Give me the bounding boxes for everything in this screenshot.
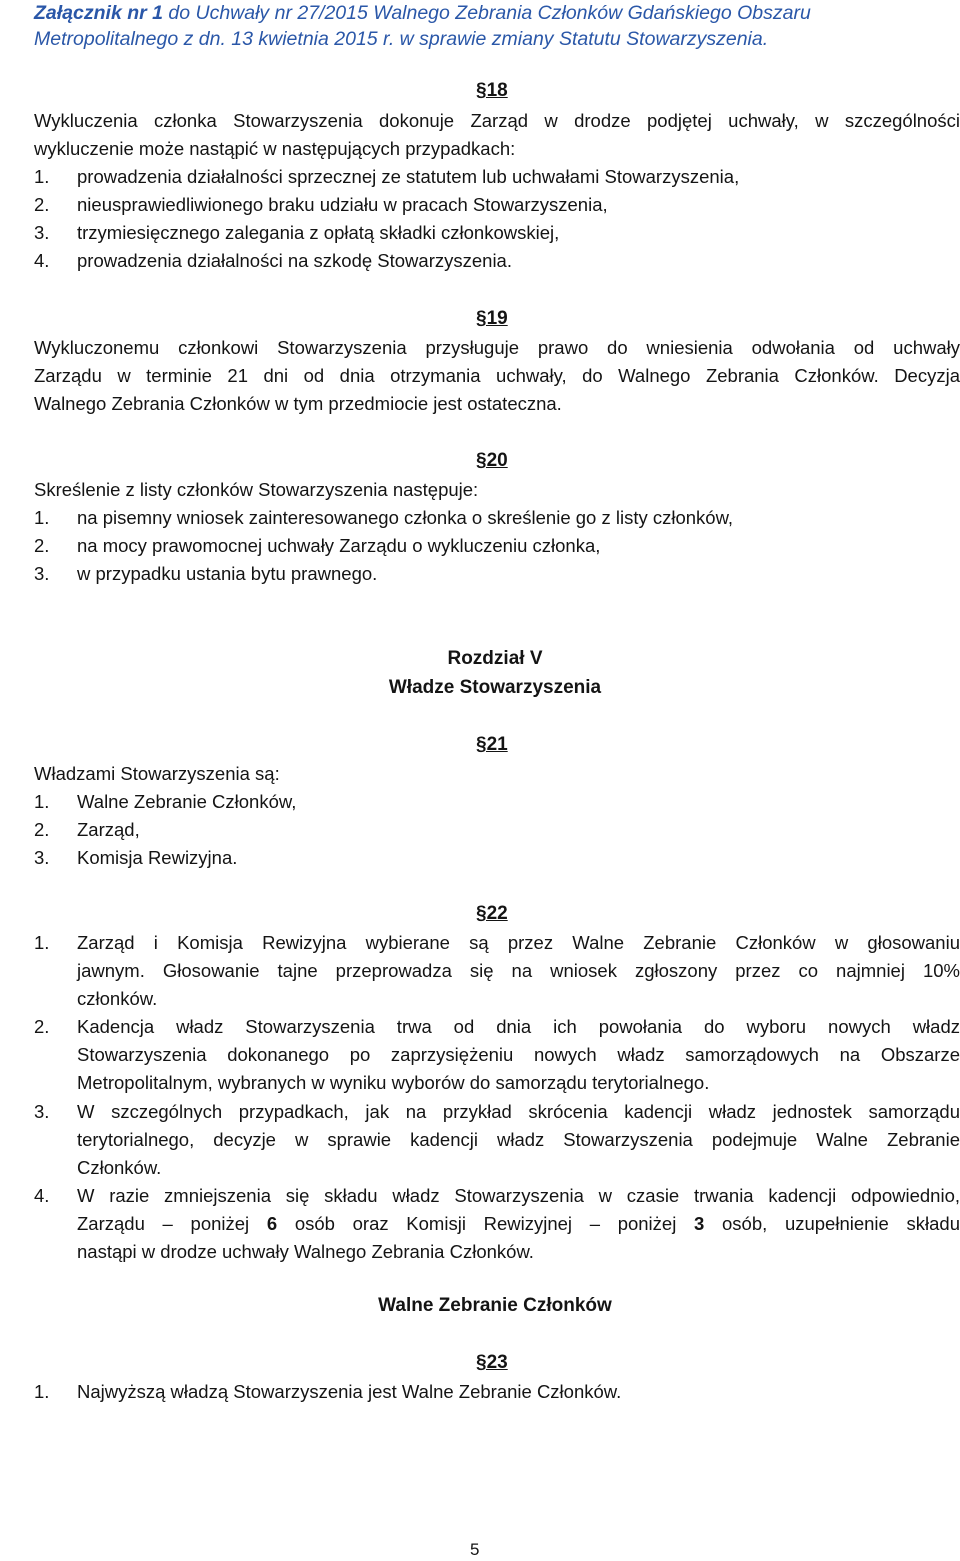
p20-item-3: w przypadku ustania bytu prawnego. xyxy=(77,563,378,584)
p22-item-4-line-2-d: 3 xyxy=(694,1213,705,1234)
p23-item-1: Najwyższą władzą Stowarzyszenia jest Walne Zebranie Członków. xyxy=(77,1381,622,1402)
p22-item-2-line-1: Kadencja władz Stowarzyszenia trwa od dnia ich powołania do wyboru nowych władz xyxy=(77,1016,960,1037)
section-mark-20: §20 xyxy=(476,450,508,471)
p20-item-3-num: 3. xyxy=(34,563,50,584)
p22-item-4-line-2-e: osób, uzupełnienie składu xyxy=(704,1213,960,1234)
header-line-1-rest: do Uchwały nr 27/2015 Walnego Zebrania Członków Gdańskiego Obszaru xyxy=(162,2,811,24)
p22-item-4-line-2 xyxy=(77,1213,960,1235)
p18-item-2-num: 2. xyxy=(34,194,50,215)
page-number: 5 xyxy=(470,1540,480,1559)
p18-intro-line-2: wykluczenie może nastąpić w następujących przypadkach: xyxy=(34,138,516,159)
p22-item-3-line-2: terytorialnego, decyzje w sprawie kadencji władz Stowarzyszenia podejmuje Walne Zebranie xyxy=(77,1129,960,1150)
section-mark-23: §23 xyxy=(476,1352,508,1373)
p21-item-1: Walne Zebranie Członków, xyxy=(77,791,297,812)
section-mark-22: §22 xyxy=(476,903,508,924)
p18-item-4-num: 4. xyxy=(34,250,50,271)
p18-item-1: prowadzenia działalności sprzecznej ze statutem lub uchwałami Stowarzyszenia, xyxy=(77,166,740,187)
p22-item-2-num: 2. xyxy=(34,1016,50,1037)
p21-item-1-num: 1. xyxy=(34,791,50,812)
p22-item-4-line-3: nastąpi w drodze uchwały Walnego Zebrania Członków. xyxy=(77,1241,534,1262)
p22-item-1-num: 1. xyxy=(34,932,50,953)
p22-item-1-line-2: jawnym. Głosowanie tajne przeprowadza się na wniosek zgłoszony przez co najmniej 10% xyxy=(77,960,960,981)
p22-item-4-line-1: W razie zmniejszenia się składu władz Stowarzyszenia w czasie trwania kadencji odpowiednio, xyxy=(77,1185,960,1206)
header-line-2: Metropolitalnego z dn. 13 kwietnia 2015 r. w sprawie zmiany Statutu Stowarzyszenia. xyxy=(34,28,769,50)
header-line-1 xyxy=(34,0,934,26)
section-mark-19: §19 xyxy=(476,308,508,329)
section-mark-18: §18 xyxy=(476,80,508,101)
p22-item-1-line-3: członków. xyxy=(77,988,158,1009)
p22-item-3-line-3: Członków. xyxy=(77,1157,162,1178)
p21-item-3-num: 3. xyxy=(34,847,50,868)
document-header xyxy=(34,0,934,52)
p18-item-3-num: 3. xyxy=(34,222,50,243)
p19-line-3: Walnego Zebrania Członków w tym przedmiocie jest ostateczna. xyxy=(34,393,562,414)
p22-item-1-line-1: Zarząd i Komisja Rewizyjna wybierane są przez Walne Zebranie Członków w głosowaniu xyxy=(77,932,960,953)
chapter-title: Rozdział V xyxy=(447,648,543,669)
p18-intro-line-1: Wykluczenia członka Stowarzyszenia dokonuje Zarząd w drodze podjętej uchwały, w szczególności xyxy=(34,110,960,131)
p22-item-4-line-2-b: 6 xyxy=(266,1213,278,1234)
p22-item-2-line-2: Stowarzyszenia dokonanego po zaprzysiężeniu nowych władz samorządowych na Obszarze xyxy=(77,1044,960,1065)
header-attachment-label: Załącznik nr 1 xyxy=(34,2,163,24)
p20-item-1: na pisemny wniosek zainteresowanego członka o skreślenie go z listy członków, xyxy=(77,507,734,528)
p21-intro: Władzami Stowarzyszenia są: xyxy=(34,763,280,784)
chapter-subtitle: Władze Stowarzyszenia xyxy=(388,677,602,698)
p18-item-1-num: 1. xyxy=(34,166,50,187)
p22-item-3-num: 3. xyxy=(34,1101,50,1122)
p22-item-4-line-2-a: Zarządu – poniżej xyxy=(77,1213,267,1234)
p20-item-2: na mocy prawomocnej uchwały Zarządu o wykluczeniu członka, xyxy=(77,535,601,556)
p21-item-2-num: 2. xyxy=(34,819,50,840)
p20-item-1-num: 1. xyxy=(34,507,50,528)
p19-line-2: Zarządu w terminie 21 dni od dnia otrzymania uchwały, do Walnego Zebrania Członków. Decyzja xyxy=(34,365,960,386)
p22-item-4-line-2-c: osób oraz Komisji Rewizyjnej – poniżej xyxy=(277,1213,695,1234)
p22-item-4-num: 4. xyxy=(34,1185,50,1206)
p18-item-2: nieusprawiedliwionego braku udziału w pracach Stowarzyszenia, xyxy=(77,194,608,215)
p20-intro: Skreślenie z listy członków Stowarzyszenia następuje: xyxy=(34,479,479,500)
p23-item-1-num: 1. xyxy=(34,1381,50,1402)
p22-item-2-line-3: Metropolitalnym, wybranych w wyniku wyborów do samorządu terytorialnego. xyxy=(77,1072,710,1093)
p18-item-4: prowadzenia działalności na szkodę Stowarzyszenia. xyxy=(77,250,512,271)
p22-item-3-line-1: W szczególnych przypadkach, jak na przykład skrócenia kadencji władz jednostek samorządu xyxy=(77,1101,960,1122)
p21-item-2: Zarząd, xyxy=(77,819,140,840)
wzc-title: Walne Zebranie Członków xyxy=(378,1295,612,1316)
p18-item-3: trzymiesięcznego zalegania z opłatą składki członkowskiej, xyxy=(77,222,560,243)
section-mark-21: §21 xyxy=(476,734,508,755)
p20-item-2-num: 2. xyxy=(34,535,50,556)
p21-item-3: Komisja Rewizyjna. xyxy=(77,847,238,868)
p19-line-1: Wykluczonemu członkowi Stowarzyszenia przysługuje prawo do wniesienia odwołania od uchwały xyxy=(34,337,960,358)
